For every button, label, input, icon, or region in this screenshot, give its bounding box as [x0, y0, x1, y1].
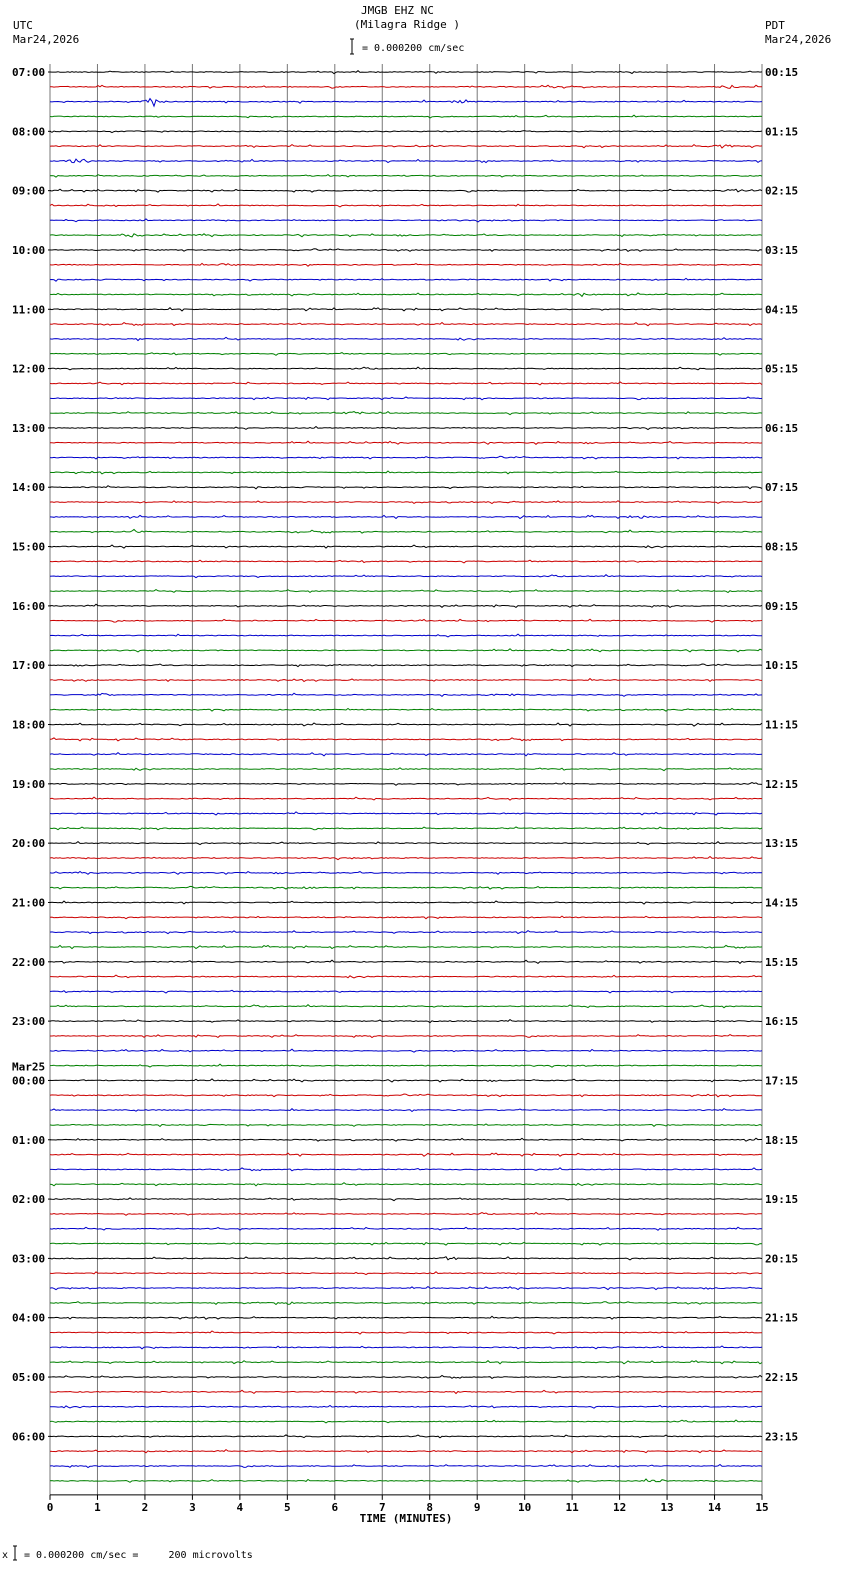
pdt-label: PDT	[765, 19, 785, 32]
trace-line	[50, 99, 762, 107]
trace-line	[50, 456, 762, 459]
utc-hour-label: 14:00	[12, 481, 46, 495]
x-axis-label: TIME (MINUTES)	[359, 1511, 453, 1525]
utc-label: UTC	[13, 19, 33, 32]
utc-hour-label: 16:00	[12, 599, 46, 613]
trace-line	[50, 278, 762, 281]
trace-line	[50, 901, 762, 904]
trace-line	[50, 723, 762, 726]
pdt-hour-label: 00:15	[765, 66, 799, 79]
utc-date: Mar24,2026	[13, 33, 80, 46]
trace-line	[50, 529, 762, 533]
x-tick-label: 2	[141, 1500, 149, 1514]
trace-line	[50, 1479, 762, 1482]
trace-line	[50, 1094, 762, 1097]
utc-hour-label: 06:00	[12, 1430, 46, 1444]
trace-line	[50, 204, 762, 207]
utc-hour-label: 15:00	[12, 540, 46, 554]
pdt-hour-label: 09:15	[765, 599, 799, 613]
trace-line	[50, 1035, 762, 1038]
pdt-hour-label: 03:15	[765, 243, 799, 257]
utc-hour-label: 10:00	[12, 243, 46, 257]
trace-line	[50, 1183, 762, 1186]
utc-hour-label: 03:00	[12, 1252, 46, 1266]
utc-hour-label: 13:00	[12, 421, 46, 435]
pdt-hour-label: 13:15	[765, 837, 799, 851]
trace-line	[50, 367, 762, 370]
x-tick-label: 6	[331, 1500, 339, 1514]
trace-line	[50, 738, 762, 741]
trace-line	[50, 441, 762, 444]
trace-line	[50, 753, 762, 756]
trace-line	[50, 960, 762, 963]
utc-hour-label: 12:00	[12, 362, 46, 376]
trace-line	[50, 842, 762, 845]
trace-line	[50, 515, 762, 518]
pdt-hour-label: 20:15	[765, 1252, 799, 1266]
trace-line	[50, 812, 762, 815]
trace-line	[50, 471, 762, 474]
trace-line	[50, 945, 762, 948]
pdt-hour-label: 19:15	[765, 1193, 799, 1207]
trace-line	[50, 1375, 762, 1378]
utc-hour-label: 23:00	[12, 1015, 46, 1029]
trace-line	[50, 857, 762, 860]
trace-line	[50, 1390, 762, 1393]
utc-hour-label: 20:00	[12, 837, 46, 851]
trace-line	[50, 1064, 762, 1067]
utc-hour-label: 00:00	[12, 1074, 46, 1088]
trace-line	[50, 975, 762, 978]
trace-line	[50, 353, 762, 356]
trace-line	[50, 1049, 762, 1052]
trace-line	[50, 916, 762, 919]
pdt-hour-label: 15:15	[765, 955, 799, 969]
scale-text-top: = 0.000200 cm/sec	[362, 43, 465, 54]
pdt-hour-label: 17:15	[765, 1074, 799, 1088]
trace-line	[50, 412, 762, 415]
trace-line	[50, 590, 762, 593]
trace-line	[50, 293, 762, 297]
trace-line	[50, 131, 762, 133]
trace-line	[50, 159, 762, 163]
pdt-hour-label: 02:15	[765, 184, 799, 198]
trace-line	[50, 263, 762, 266]
trace-line	[50, 1302, 762, 1305]
trace-line	[50, 397, 762, 400]
trace-line	[50, 1124, 762, 1127]
utc-hour-label: 11:00	[12, 303, 46, 317]
trace-line	[50, 1020, 762, 1023]
trace-line	[50, 931, 762, 934]
utc-hour-label: 08:00	[12, 125, 46, 139]
station-title: JMGB EHZ NC	[361, 4, 434, 17]
trace-line	[50, 872, 762, 875]
trace-line	[50, 797, 762, 800]
trace-line	[50, 1168, 762, 1171]
pdt-hour-label: 01:15	[765, 125, 799, 139]
trace-line	[50, 234, 762, 237]
trace-line	[50, 1005, 762, 1008]
trace-line	[50, 560, 762, 563]
date-change-label: Mar25	[12, 1060, 46, 1074]
x-tick-label: 15	[755, 1500, 769, 1514]
pdt-hour-label: 12:15	[765, 777, 799, 791]
utc-hour-label: 22:00	[12, 955, 46, 969]
trace-line	[50, 1138, 762, 1141]
x-tick-label: 10	[518, 1500, 532, 1514]
trace-line	[50, 249, 762, 252]
trace-line	[50, 1109, 762, 1112]
trace-line	[50, 219, 762, 222]
x-tick-label: 9	[473, 1500, 481, 1514]
trace-line	[50, 1257, 762, 1260]
utc-hour-label: 18:00	[12, 718, 46, 732]
utc-hour-label: 09:00	[12, 184, 46, 198]
x-tick-label: 1	[94, 1500, 101, 1514]
pdt-hour-label: 05:15	[765, 362, 799, 376]
trace-line	[50, 1406, 762, 1409]
utc-hour-label: 04:00	[12, 1311, 46, 1325]
trace-line	[50, 619, 762, 622]
trace-line	[50, 604, 762, 607]
x-tick-label: 3	[189, 1500, 196, 1514]
pdt-hour-label: 14:15	[765, 896, 799, 910]
trace-line	[50, 664, 762, 667]
trace-line	[50, 827, 762, 830]
trace-line	[50, 634, 762, 637]
trace-line	[50, 1079, 762, 1082]
trace-line	[50, 1287, 762, 1290]
trace-line	[50, 1227, 762, 1230]
pdt-hour-label: 21:15	[765, 1311, 799, 1325]
trace-line	[50, 337, 762, 340]
footer-scale-text: = 0.000200 cm/sec = 200 microvolts	[24, 1550, 253, 1561]
footer-prefix: x	[2, 1550, 9, 1561]
trace-line	[50, 1153, 762, 1156]
trace-line	[50, 1242, 762, 1245]
trace-line	[50, 382, 762, 385]
trace-line	[50, 709, 762, 712]
trace-line	[50, 85, 762, 88]
x-tick-label: 14	[707, 1500, 722, 1514]
station-location: (Milagra Ridge )	[354, 18, 460, 31]
pdt-hour-label: 06:15	[765, 421, 799, 435]
trace-line	[50, 886, 762, 889]
pdt-hour-label: 07:15	[765, 481, 799, 495]
pdt-hour-label: 08:15	[765, 540, 799, 554]
x-tick-label: 12	[612, 1500, 627, 1514]
x-tick-label: 8	[426, 1500, 434, 1514]
utc-hour-label: 05:00	[12, 1371, 46, 1385]
trace-line	[50, 990, 762, 993]
x-tick-label: 11	[565, 1500, 579, 1514]
trace-line	[50, 1465, 762, 1468]
trace-line	[50, 1420, 762, 1423]
trace-line	[50, 427, 762, 430]
utc-hour-label: 07:00	[12, 66, 46, 79]
trace-line	[50, 649, 762, 652]
trace-line	[50, 679, 762, 682]
trace-line	[50, 189, 762, 192]
pdt-hour-label: 23:15	[765, 1430, 799, 1444]
utc-hour-label: 19:00	[12, 777, 46, 791]
trace-line	[50, 1361, 762, 1364]
utc-hour-label: 21:00	[12, 896, 46, 910]
trace-line	[50, 486, 762, 489]
trace-line	[50, 145, 762, 148]
pdt-hour-label: 11:15	[765, 718, 799, 732]
trace-line	[50, 323, 762, 326]
trace-line	[50, 768, 762, 771]
utc-hour-label: 17:00	[12, 659, 46, 673]
trace-line	[50, 1272, 762, 1275]
trace-line	[50, 1316, 762, 1319]
pdt-hour-label: 16:15	[765, 1015, 799, 1029]
x-tick-label: 4	[236, 1500, 244, 1514]
pdt-hour-label: 18:15	[765, 1133, 799, 1147]
trace-line	[50, 175, 762, 178]
trace-line	[50, 1331, 762, 1334]
x-tick-label: 0	[46, 1500, 54, 1514]
trace-line	[50, 1346, 762, 1349]
pdt-date: Mar24,2026	[765, 33, 832, 46]
trace-line	[50, 545, 762, 548]
trace-line	[50, 575, 762, 578]
x-tick-label: 13	[660, 1500, 674, 1514]
pdt-hour-label: 22:15	[765, 1371, 799, 1385]
utc-hour-label: 01:00	[12, 1133, 46, 1147]
trace-line	[50, 783, 762, 786]
utc-hour-label: 02:00	[12, 1193, 46, 1207]
pdt-hour-label: 04:15	[765, 303, 799, 317]
x-tick-label: 7	[378, 1500, 386, 1514]
trace-line	[50, 1198, 762, 1201]
trace-line	[50, 1450, 762, 1453]
pdt-hour-label: 10:15	[765, 659, 799, 673]
trace-line	[50, 501, 762, 504]
trace-line	[50, 1212, 762, 1215]
trace-line	[50, 1435, 762, 1438]
trace-line	[50, 71, 762, 74]
trace-line	[50, 115, 762, 118]
trace-line	[50, 693, 762, 696]
x-tick-label: 5	[284, 1500, 291, 1514]
trace-line	[50, 308, 762, 311]
